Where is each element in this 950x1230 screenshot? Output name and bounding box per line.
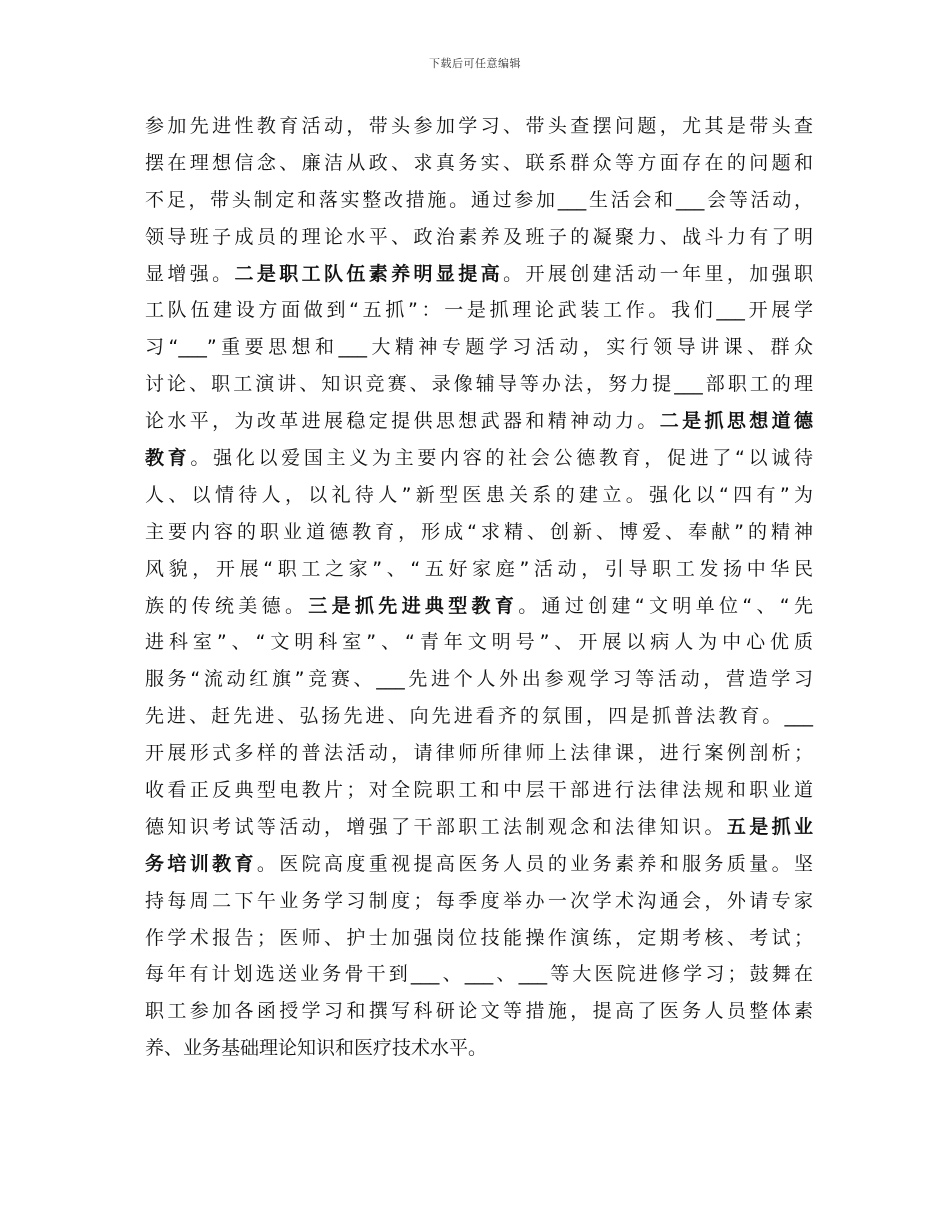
bold-heading-text: 三是抓先进典型教育 [308, 594, 519, 617]
document-body [145, 108, 813, 1067]
text-line [145, 329, 813, 366]
text-segment: 持每周二下午业务学习制度；每季度举办一次学术沟通会，外请专家 [145, 889, 813, 912]
text-line [145, 883, 813, 920]
bold-heading-text: 教育 [145, 447, 191, 470]
text-segment: 。开展创建活动一年里，加强职 [503, 262, 813, 285]
text-segment: 人、以情待人，以礼待人”新型医患关系的建立。强化以“四有”为 [145, 483, 813, 506]
text-segment: 论水平，为改革进展稳定提供思想武器和精神动力。 [145, 410, 660, 433]
text-segment: 。通过创建“文明单位“、“先 [518, 594, 813, 617]
text-segment: 领导班子成员的理论水平、政治素养及班子的凝聚力、战斗力有了明 [145, 225, 813, 248]
text-segment: 养、业务基础理论知识和医疗技术水平。 [145, 1037, 488, 1060]
text-segment: 进科室”、“文明科室”、“青年文明号”、开展以病人为中心优质 [145, 631, 813, 654]
bold-heading-text: 二是职工队伍素养明显提高 [234, 262, 504, 285]
text-segment: 收看正反典型电教片；对全院职工和中层干部进行法律法规和职业道 [145, 779, 813, 802]
text-line [145, 366, 813, 403]
text-line [145, 993, 813, 1030]
text-line [145, 735, 813, 772]
text-line [145, 145, 813, 182]
text-line [145, 256, 813, 293]
text-line [145, 182, 813, 219]
text-segment: 风貌，开展“职工之家”、“五好家庭”活动，引导职工发扬中华民 [145, 557, 813, 580]
text-segment: 先进、赶先进、弘扬先进、向先进看齐的氛围，四是抓普法教育。___ [145, 705, 813, 728]
text-line [145, 514, 813, 551]
text-segment: 工队伍建设方面做到“五抓”：一是抓理论武装工作。我们___开展学 [145, 299, 813, 322]
text-segment: 开展形式多样的普法活动，请律师所律师上法律课，进行案例剖析； [145, 742, 813, 765]
text-segment: 职工参加各函授学习和撰写科研论文等措施，提高了医务人员整体素 [145, 1000, 813, 1023]
text-line [145, 846, 813, 883]
bold-heading-text: 五是抓业 [726, 815, 813, 838]
text-line [145, 403, 813, 440]
text-segment: 。医院高度重视提高医务人员的业务素养和服务质量。坚 [256, 852, 813, 875]
text-line [145, 219, 813, 256]
text-line [145, 809, 813, 846]
text-line [145, 292, 813, 329]
text-segment: 不足，带头制定和落实整改措施。通过参加___生活会和___会等活动， [145, 188, 813, 211]
text-segment: 服务“流动红旗”竞赛、___先进个人外出参观学习等活动，营造学习 [145, 668, 813, 691]
text-line [145, 1030, 813, 1067]
text-segment: 德知识考试等活动，增强了干部职工法制观念和法律知识。 [145, 815, 727, 838]
text-segment: 族的传统美德。 [145, 594, 309, 617]
text-line [145, 624, 813, 661]
text-segment: 主要内容的职业道德教育，形成“求精、创新、博爱、奉献”的精神 [145, 520, 813, 543]
text-segment: 每年有计划选送业务骨干到___、___、___等大医院进修学习；鼓舞在 [145, 963, 813, 986]
text-segment: 显增强。 [145, 262, 235, 285]
text-segment: 作学术报告；医师、护士加强岗位技能操作演练，定期考核、考试； [145, 926, 813, 949]
text-segment: 参加先进性教育活动，带头参加学习、带头查摆问题，尤其是带头查 [145, 115, 813, 137]
text-segment: 讨论、职工演讲、知识竞赛、录像辅导等办法，努力提___部职工的理 [145, 373, 813, 396]
bold-heading-text: 务培训教育 [145, 852, 257, 875]
text-segment: 摆在理想信念、廉洁从政、求真务实、联系群众等方面存在的问题和 [145, 151, 813, 174]
text-line [145, 698, 813, 735]
text-line [145, 661, 813, 698]
bold-heading-text: 二是抓思想道德 [659, 410, 813, 433]
page-header: 下载后可任意编辑 [429, 57, 521, 70]
text-line [145, 956, 813, 993]
text-line [145, 108, 813, 145]
text-line [145, 772, 813, 809]
text-line [145, 551, 813, 588]
text-line [145, 477, 813, 514]
text-segment: 习“___”重要思想和___大精神专题学习活动，实行领导讲课、群众 [145, 336, 813, 359]
text-line [145, 440, 813, 477]
text-line [145, 588, 813, 625]
text-line [145, 920, 813, 957]
text-segment: 。强化以爱国主义为主要内容的社会公德教育，促进了“以诚待 [190, 447, 813, 470]
